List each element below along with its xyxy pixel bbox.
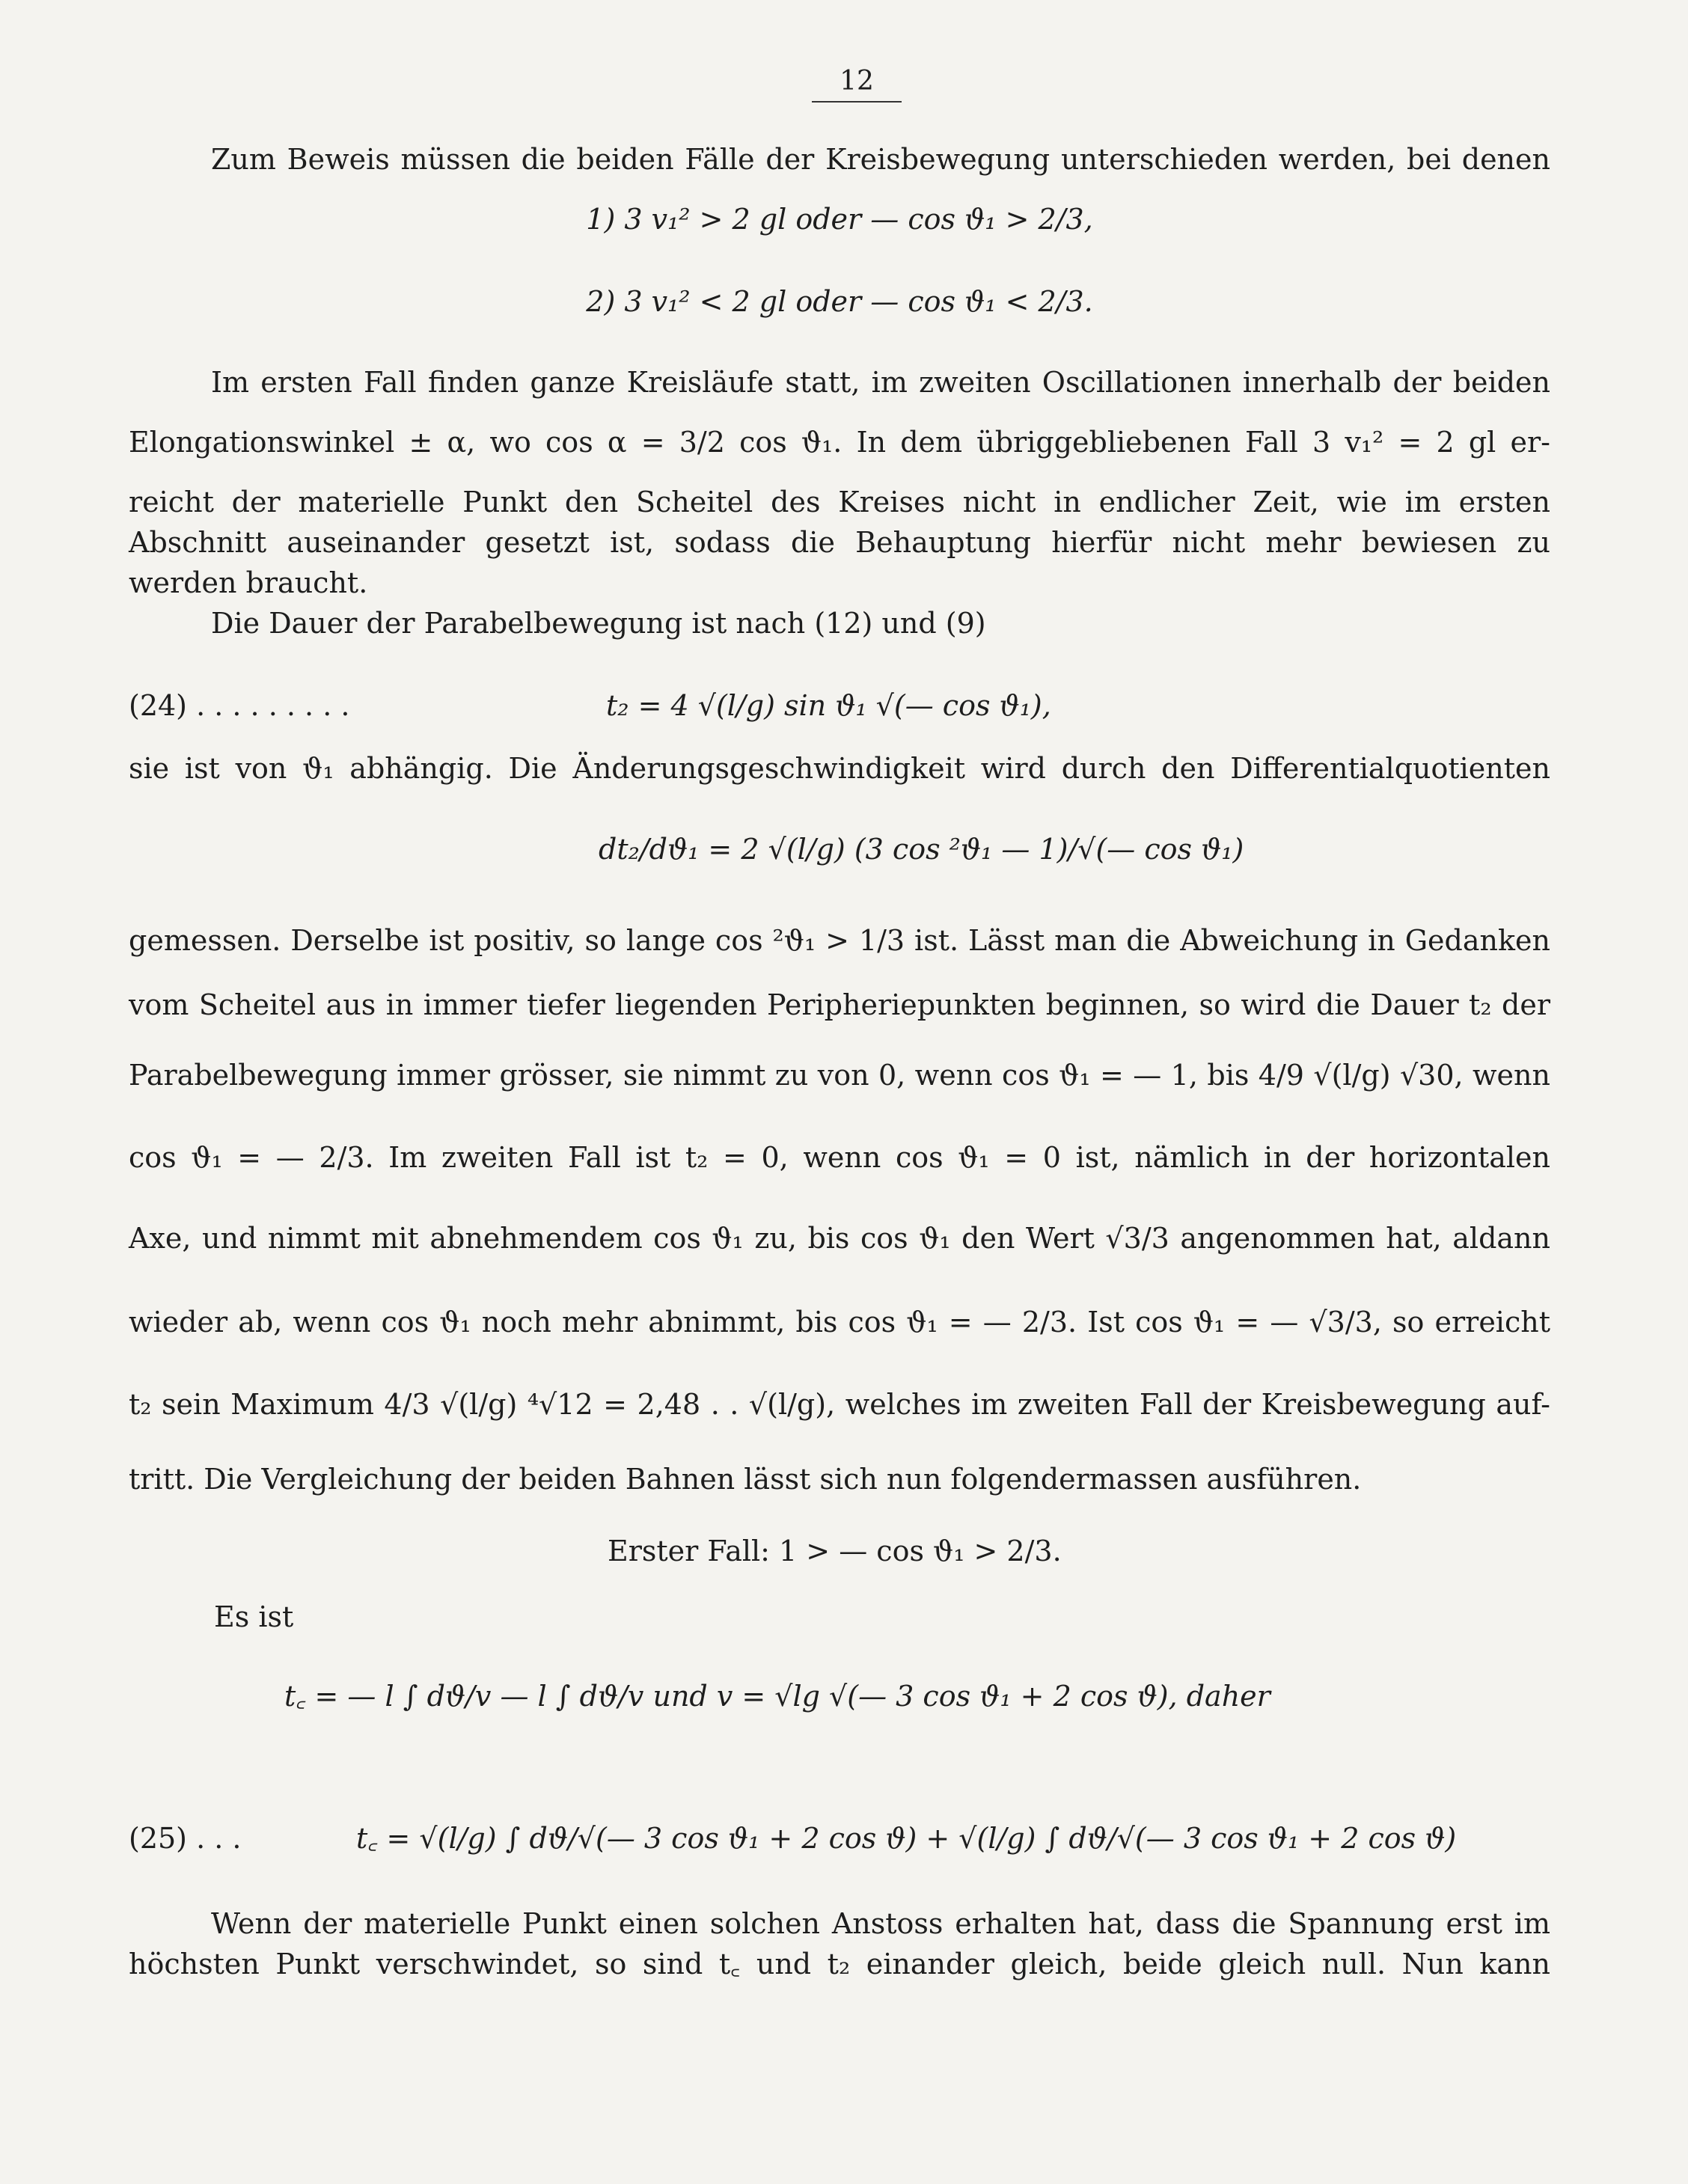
paragraph-final-line-2: höchsten Punkt verschwindet, so sind t꜀ und t₂ einander gleich, beide gleich null. Nun kann bbox=[129, 1948, 1550, 1980]
paragraph-final-line-1: Wenn der materielle Punkt einen solchen Anstoss erhalten hat, dass die Spannung erst im bbox=[211, 1907, 1550, 1940]
equation-24-number: (24) . . . . . . . . . bbox=[129, 689, 350, 722]
page-number: 12 bbox=[812, 66, 902, 103]
paragraph-analysis-line-5: Axe, und nimmt mit abnehmendem cos ϑ₁ zu, bis cos ϑ₁ den Wert √3/3 angenommen hat, aldann bbox=[129, 1222, 1550, 1255]
equation-derivative: dt₂/dϑ₁ = 2 √(l/g) (3 cos ²ϑ₁ — 1)/√(— cos ϑ₁) bbox=[599, 833, 1244, 866]
paragraph-analysis-line-7: t₂ sein Maximum 4/3 √(l/g) ⁴√12 = 2,48 . . √(l/g), welches im zweiten Fall der Kreisbewegung auf- bbox=[129, 1388, 1550, 1421]
paragraph-analysis-line-1: gemessen. Derselbe ist positiv, so lange cos ²ϑ₁ > 1/3 ist. Lässt man die Abweichung in Gedanken bbox=[129, 924, 1550, 957]
paragraph-analysis-line-4: cos ϑ₁ = — 2/3. Im zweiten Fall ist t₂ = 0, wenn cos ϑ₁ = 0 ist, nämlich in der horizontalen bbox=[129, 1141, 1550, 1174]
paragraph-cases-line-3: reicht der materielle Punkt den Scheitel des Kreises nicht in endlicher Zeit, wie im ersten bbox=[129, 486, 1550, 519]
paragraph-cases-line-5: werden braucht. bbox=[129, 566, 368, 599]
paragraph-analysis-line-3: Parabelbewegung immer grösser, sie nimmt zu von 0, wenn cos ϑ₁ = — 1, bis 4/9 √(l/g) √30, wenn bbox=[129, 1059, 1550, 1092]
case-1-condition: 1) 3 v₁² > 2 gl oder — cos ϑ₁ > 2/3, bbox=[586, 203, 1093, 236]
paragraph-cases-line-1: Im ersten Fall finden ganze Kreisläufe statt, im zweiten Oscillationen innerhalb der beiden bbox=[211, 366, 1550, 399]
paragraph-analysis-line-6: wieder ab, wenn cos ϑ₁ noch mehr abnimmt, bis cos ϑ₁ = — 2/3. Ist cos ϑ₁ = — √3/3, so erreicht bbox=[129, 1306, 1550, 1339]
paragraph-cases-line-4: Abschnitt auseinander gesetzt ist, sodass die Behauptung hierfür nicht mehr bewiesen zu bbox=[129, 526, 1550, 559]
es-ist-label: Es ist bbox=[214, 1600, 294, 1633]
equation-tc: t꜀ = — l ∫ dϑ/v — l ∫ dϑ/v und v = √lg √(— 3 cos ϑ₁ + 2 cos ϑ), daher bbox=[284, 1680, 1270, 1713]
equation-25: t꜀ = √(l/g) ∫ dϑ/√(— 3 cos ϑ₁ + 2 cos ϑ) + √(l/g) ∫ dϑ/√(— 3 cos ϑ₁ + 2 cos ϑ) bbox=[356, 1822, 1457, 1855]
paragraph-analysis-line-8: tritt. Die Vergleichung der beiden Bahnen lässt sich nun folgendermassen ausführen. bbox=[129, 1463, 1362, 1496]
first-case-condition: Erster Fall: 1 > — cos ϑ₁ > 2/3. bbox=[608, 1535, 1062, 1567]
equation-25-number: (25) . . . bbox=[129, 1822, 242, 1855]
case-2-condition: 2) 3 v₁² < 2 gl oder — cos ϑ₁ < 2/3. bbox=[586, 285, 1093, 318]
paragraph-duration: Die Dauer der Parabelbewegung ist nach (12) und (9) bbox=[211, 607, 986, 640]
paragraph-cases-line-2: Elongationswinkel ± α, wo cos α = 3/2 cos ϑ₁. In dem übriggebliebenen Fall 3 v₁² = 2 gl er- bbox=[129, 426, 1550, 459]
equation-24: t₂ = 4 √(l/g) sin ϑ₁ √(— cos ϑ₁), bbox=[606, 689, 1051, 722]
paragraph-intro: Zum Beweis müssen die beiden Fälle der Kreisbewegung unterschieden werden, bei denen bbox=[211, 143, 1550, 176]
paragraph-analysis-line-2: vom Scheitel aus in immer tiefer liegenden Peripheriepunkten beginnen, so wird die Dauer t₂ der bbox=[129, 988, 1550, 1021]
paragraph-derivative-intro: sie ist von ϑ₁ abhängig. Die Änderungsgeschwindigkeit wird durch den Differentialquotienten bbox=[129, 752, 1550, 785]
